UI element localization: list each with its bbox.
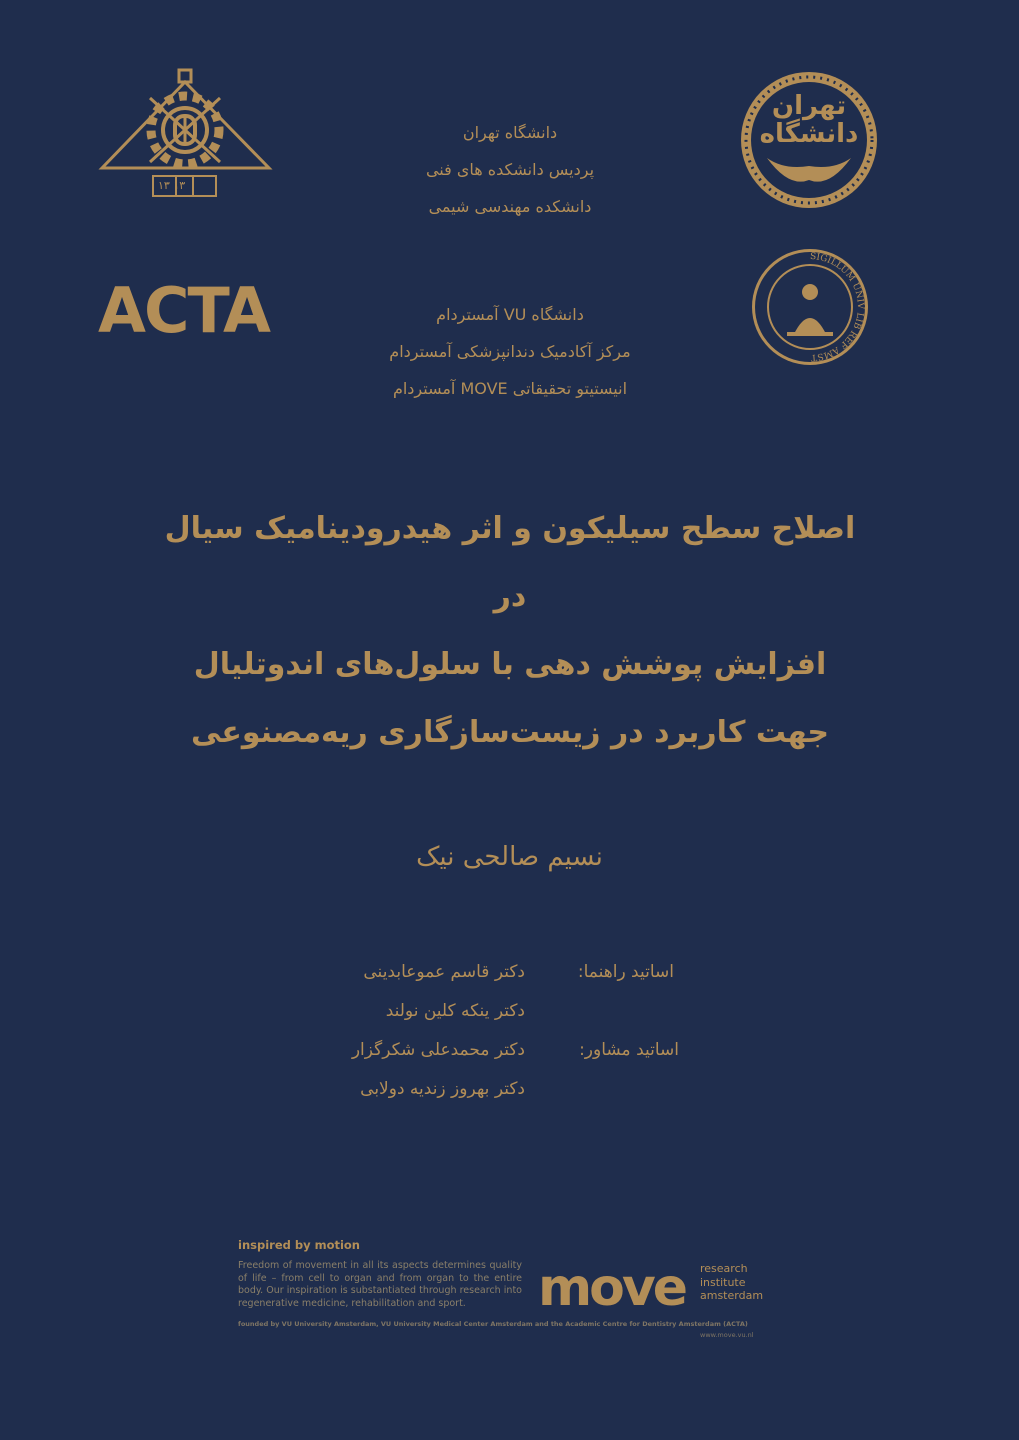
move-url: www.move.vu.nl <box>700 1331 754 1339</box>
affiliation-tehran-line: دانشکده مهندسی شیمی <box>428 197 592 216</box>
move-institute-name <box>700 1262 763 1303</box>
vu-ring-text: SIGILLUM UNIV LIB REF AMST <box>809 251 866 363</box>
tehran-seal-text: تهران دانشگاه <box>759 91 859 149</box>
move-description: Freedom of movement in all its aspects determines quality of life – from cell to organ and from organ to the entire body. Our inspiration is substantiated through research into regenerative medicine, rehabilitation and sport. <box>238 1260 522 1309</box>
title-line: افزایش پوشش دهی با سلول‌های اندوتلیال <box>193 647 827 682</box>
affiliation-tehran-line: دانشگاه تهران <box>462 123 558 142</box>
advisors-label: اساتید مشاور: <box>579 1040 679 1060</box>
advisor-name: دکتر محمدعلی شکرگزار <box>351 1040 525 1060</box>
advisor-name: دکتر بهروز زندیه دولابی <box>360 1079 525 1099</box>
vu-amsterdam-seal-logo <box>749 246 871 368</box>
affiliation-tehran-line: پردیس دانشکده های فنی <box>425 160 595 179</box>
move-founded-note: founded by VU University Amsterdam, VU University Medical Center Amsterdam and the Academic Centre for Dentistry Amsterdam (ACTA) <box>238 1320 748 1328</box>
move-institute-line: institute <box>700 1275 746 1289</box>
affiliation-amsterdam-line: دانشگاه VU آمستردام <box>436 305 584 324</box>
move-logo: move <box>538 1258 686 1318</box>
affiliation-amsterdam-line: مرکز آکادمیک دندانپزشکی آمستردام <box>389 342 631 361</box>
move-institute-block <box>238 1238 768 1339</box>
author-name: نسیم صالحی نیک <box>416 842 603 872</box>
move-tagline: inspired by motion <box>238 1238 360 1252</box>
title-line: اصلاح سطح سیلیکون و اثر هیدرودینامیک سیال در <box>164 511 856 614</box>
acta-logo: ACTA <box>98 274 269 347</box>
move-institute-line: research <box>700 1262 748 1275</box>
supervisors-label: اساتید راهنما: <box>577 962 674 982</box>
supervisor-name: دکتر قاسم عموعابدینی <box>363 962 525 982</box>
title-line: جهت کاربرد در زیست‌سازگاری ریه‌مصنوعی <box>190 715 830 750</box>
affiliation-amsterdam <box>330 296 690 407</box>
thesis-title <box>150 495 870 767</box>
tehran-university-seal-logo <box>739 70 879 210</box>
affiliation-tehran <box>380 114 640 225</box>
move-institute-line: amsterdam <box>700 1289 764 1302</box>
engineering-faculty-gear-logo <box>98 68 273 203</box>
affiliation-amsterdam-line: انیستیتو تحقیقاتی MOVE آمستردام <box>392 379 628 398</box>
supervisor-name: دکتر ینکه کلین نولند <box>385 1001 525 1021</box>
eng-logo-years: ۱۳ ۱۳ <box>158 179 186 192</box>
